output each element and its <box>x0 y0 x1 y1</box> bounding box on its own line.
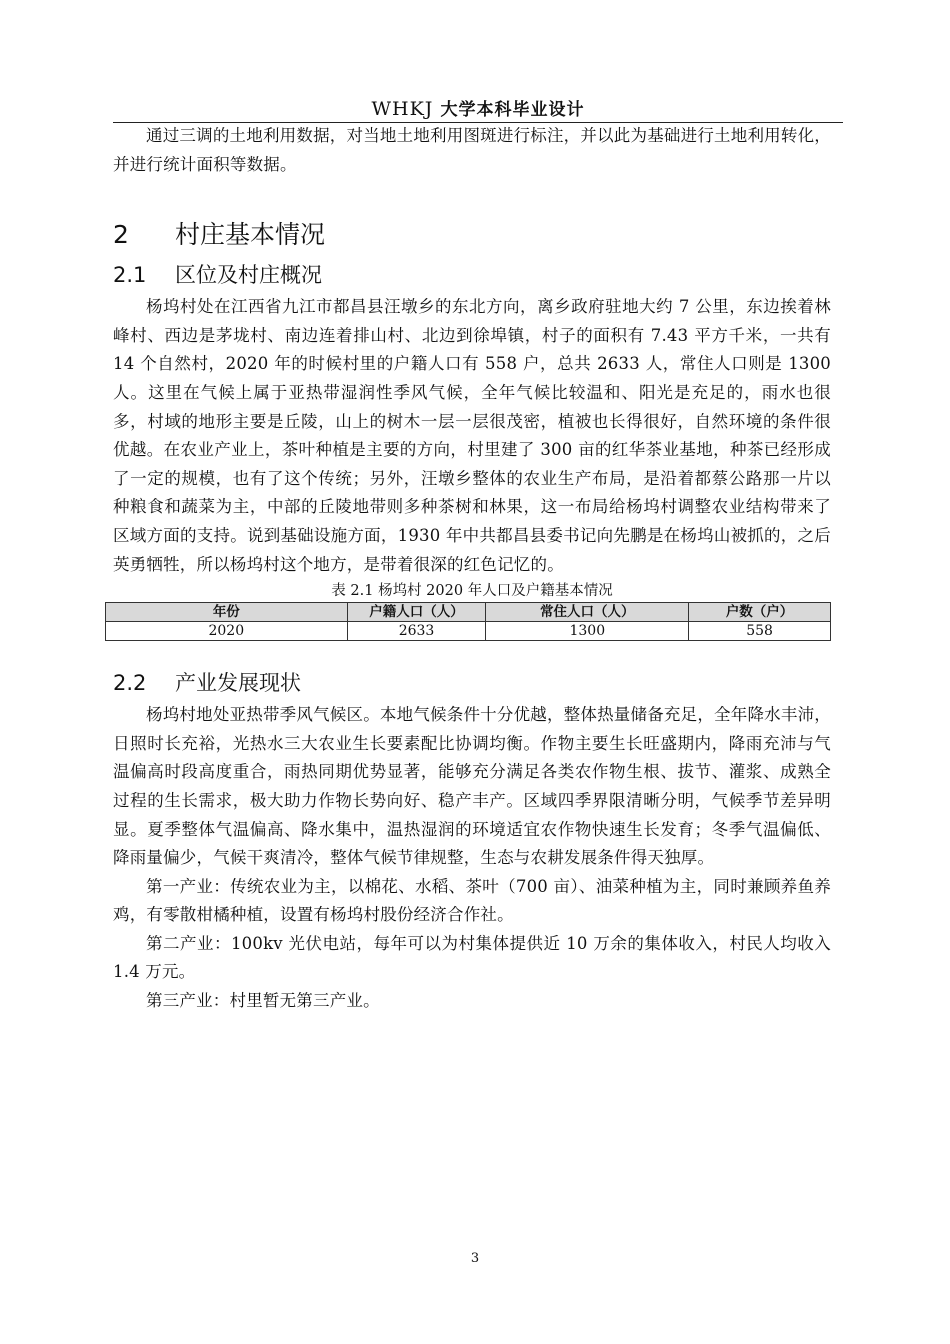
table-header-row <box>106 603 831 622</box>
table-header-cell: 户籍人口（人） <box>347 603 486 622</box>
section-2-2-number: 2.2 <box>113 671 147 696</box>
climate-paragraph: 杨坞村地处亚热带季风气候区。本地气候条件十分优越，整体热量储备充足，全年降水丰沛，日照时长充裕，光热水三大农业生长要素配比协调均衡。作物主要生长旺盛期内，降雨充沛与气温偏高时段高度重合，雨热同期优势显著，能够充分满足各类农作物生根、拔节、灌浆、成熟全过程的生长需求，极大助力作物长势向好、稳产丰产。区域四季界限清晰分明，气候季节差异明显。夏季整体气温偏高、降水集中，温热湿润的环境适宜农作物快速生长发育；冬季气温偏低、降雨量偏少，气候干爽清冷，整体气候节律规整，生态与农耕发展条件得天独厚。 <box>113 705 831 868</box>
page-content <box>113 122 831 1016</box>
population-table <box>105 602 831 641</box>
section-2-title: 村庄基本情况 <box>175 220 326 250</box>
table-header-cell: 常住人口（人） <box>486 603 689 622</box>
section-2-1-heading <box>113 259 831 291</box>
section-2-number: 2 <box>113 220 129 250</box>
header-title: 大学本科毕业设计 <box>440 100 585 120</box>
table-cell: 2633 <box>347 622 486 641</box>
table-cell: 558 <box>689 622 831 641</box>
section-2-heading <box>113 217 831 253</box>
table-cell: 1300 <box>486 622 689 641</box>
table-header-cell: 户数（户） <box>689 603 831 622</box>
table-header-cell: 年份 <box>106 603 348 622</box>
page-number: 3 <box>470 1251 480 1266</box>
section-2-1-title: 区位及村庄概况 <box>175 263 322 288</box>
table-cell: 2020 <box>106 622 348 641</box>
intro-paragraph: 通过三调的土地利用数据，对当地土地利用图斑进行标注，并以此为基础进行土地利用转化，并进行统计面积等数据。 <box>113 126 831 174</box>
section-2-2-heading <box>113 667 831 699</box>
header-prefix: WHKJ <box>371 98 441 120</box>
page-header <box>113 96 843 123</box>
table-row <box>106 622 831 641</box>
section-2-1-number: 2.1 <box>113 263 147 288</box>
section-2-1-paragraph: 杨坞村处在江西省九江市都昌县汪墩乡的东北方向，离乡政府驻地大约 7 公里，东边挨着林峰村、西边是茅垅村、南边连着排山村、北边到徐埠镇，村子的面积有 7.43 平方千米，一共有 14 个自然村，2020 年的时候村里的户籍人口有 558 户，总共 2633 人，常住人口则是 1300 人。这里在气候上属于亚热带湿润性季风气候，全年气候比较温和、阳光是充足的，雨水也很多，村域的地形主要是丘陵，山上的树木一层一层很茂密，植被也长得很好，自然环境的条件很优越。在农业产业上，茶叶种植是主要的方向，村里建了 300 亩的红华茶业基地，种茶已经形成了一定的规模，也有了这个传统；另外，汪墩乡整体的农业生产布局，是沿着都蔡公路那一片以种粮食和蔬菜为主，中部的丘陵地带则多种茶树和林果，这一布局给杨坞村调整农业结构带来了区域方面的支持。说到基础设施方面，1930 年中共都昌县委书记向先鹏是在杨坞山被抓的，之后英勇牺牲，所以杨坞村这个地方，是带着很深的红色记忆的。 <box>113 297 831 574</box>
primary-industry-paragraph: 第一产业：传统农业为主，以棉花、水稻、茶叶（700 亩）、油菜种植为主，同时兼顾养鱼养鸡，有零散柑橘种植，设置有杨坞村股份经济合作社。 <box>113 876 831 925</box>
table-caption: 表 2.1 杨坞村 2020 年人口及户籍基本情况 <box>331 583 613 600</box>
section-2-2-title: 产业发展现状 <box>175 671 301 696</box>
tertiary-industry-paragraph: 第三产业：村里暂无第三产业。 <box>146 991 380 1011</box>
secondary-industry-paragraph: 第二产业：100kv 光伏电站，每年可以为村集体提供近 10 万余的集体收入，村民人均收入 1.4 万元。 <box>113 933 831 982</box>
